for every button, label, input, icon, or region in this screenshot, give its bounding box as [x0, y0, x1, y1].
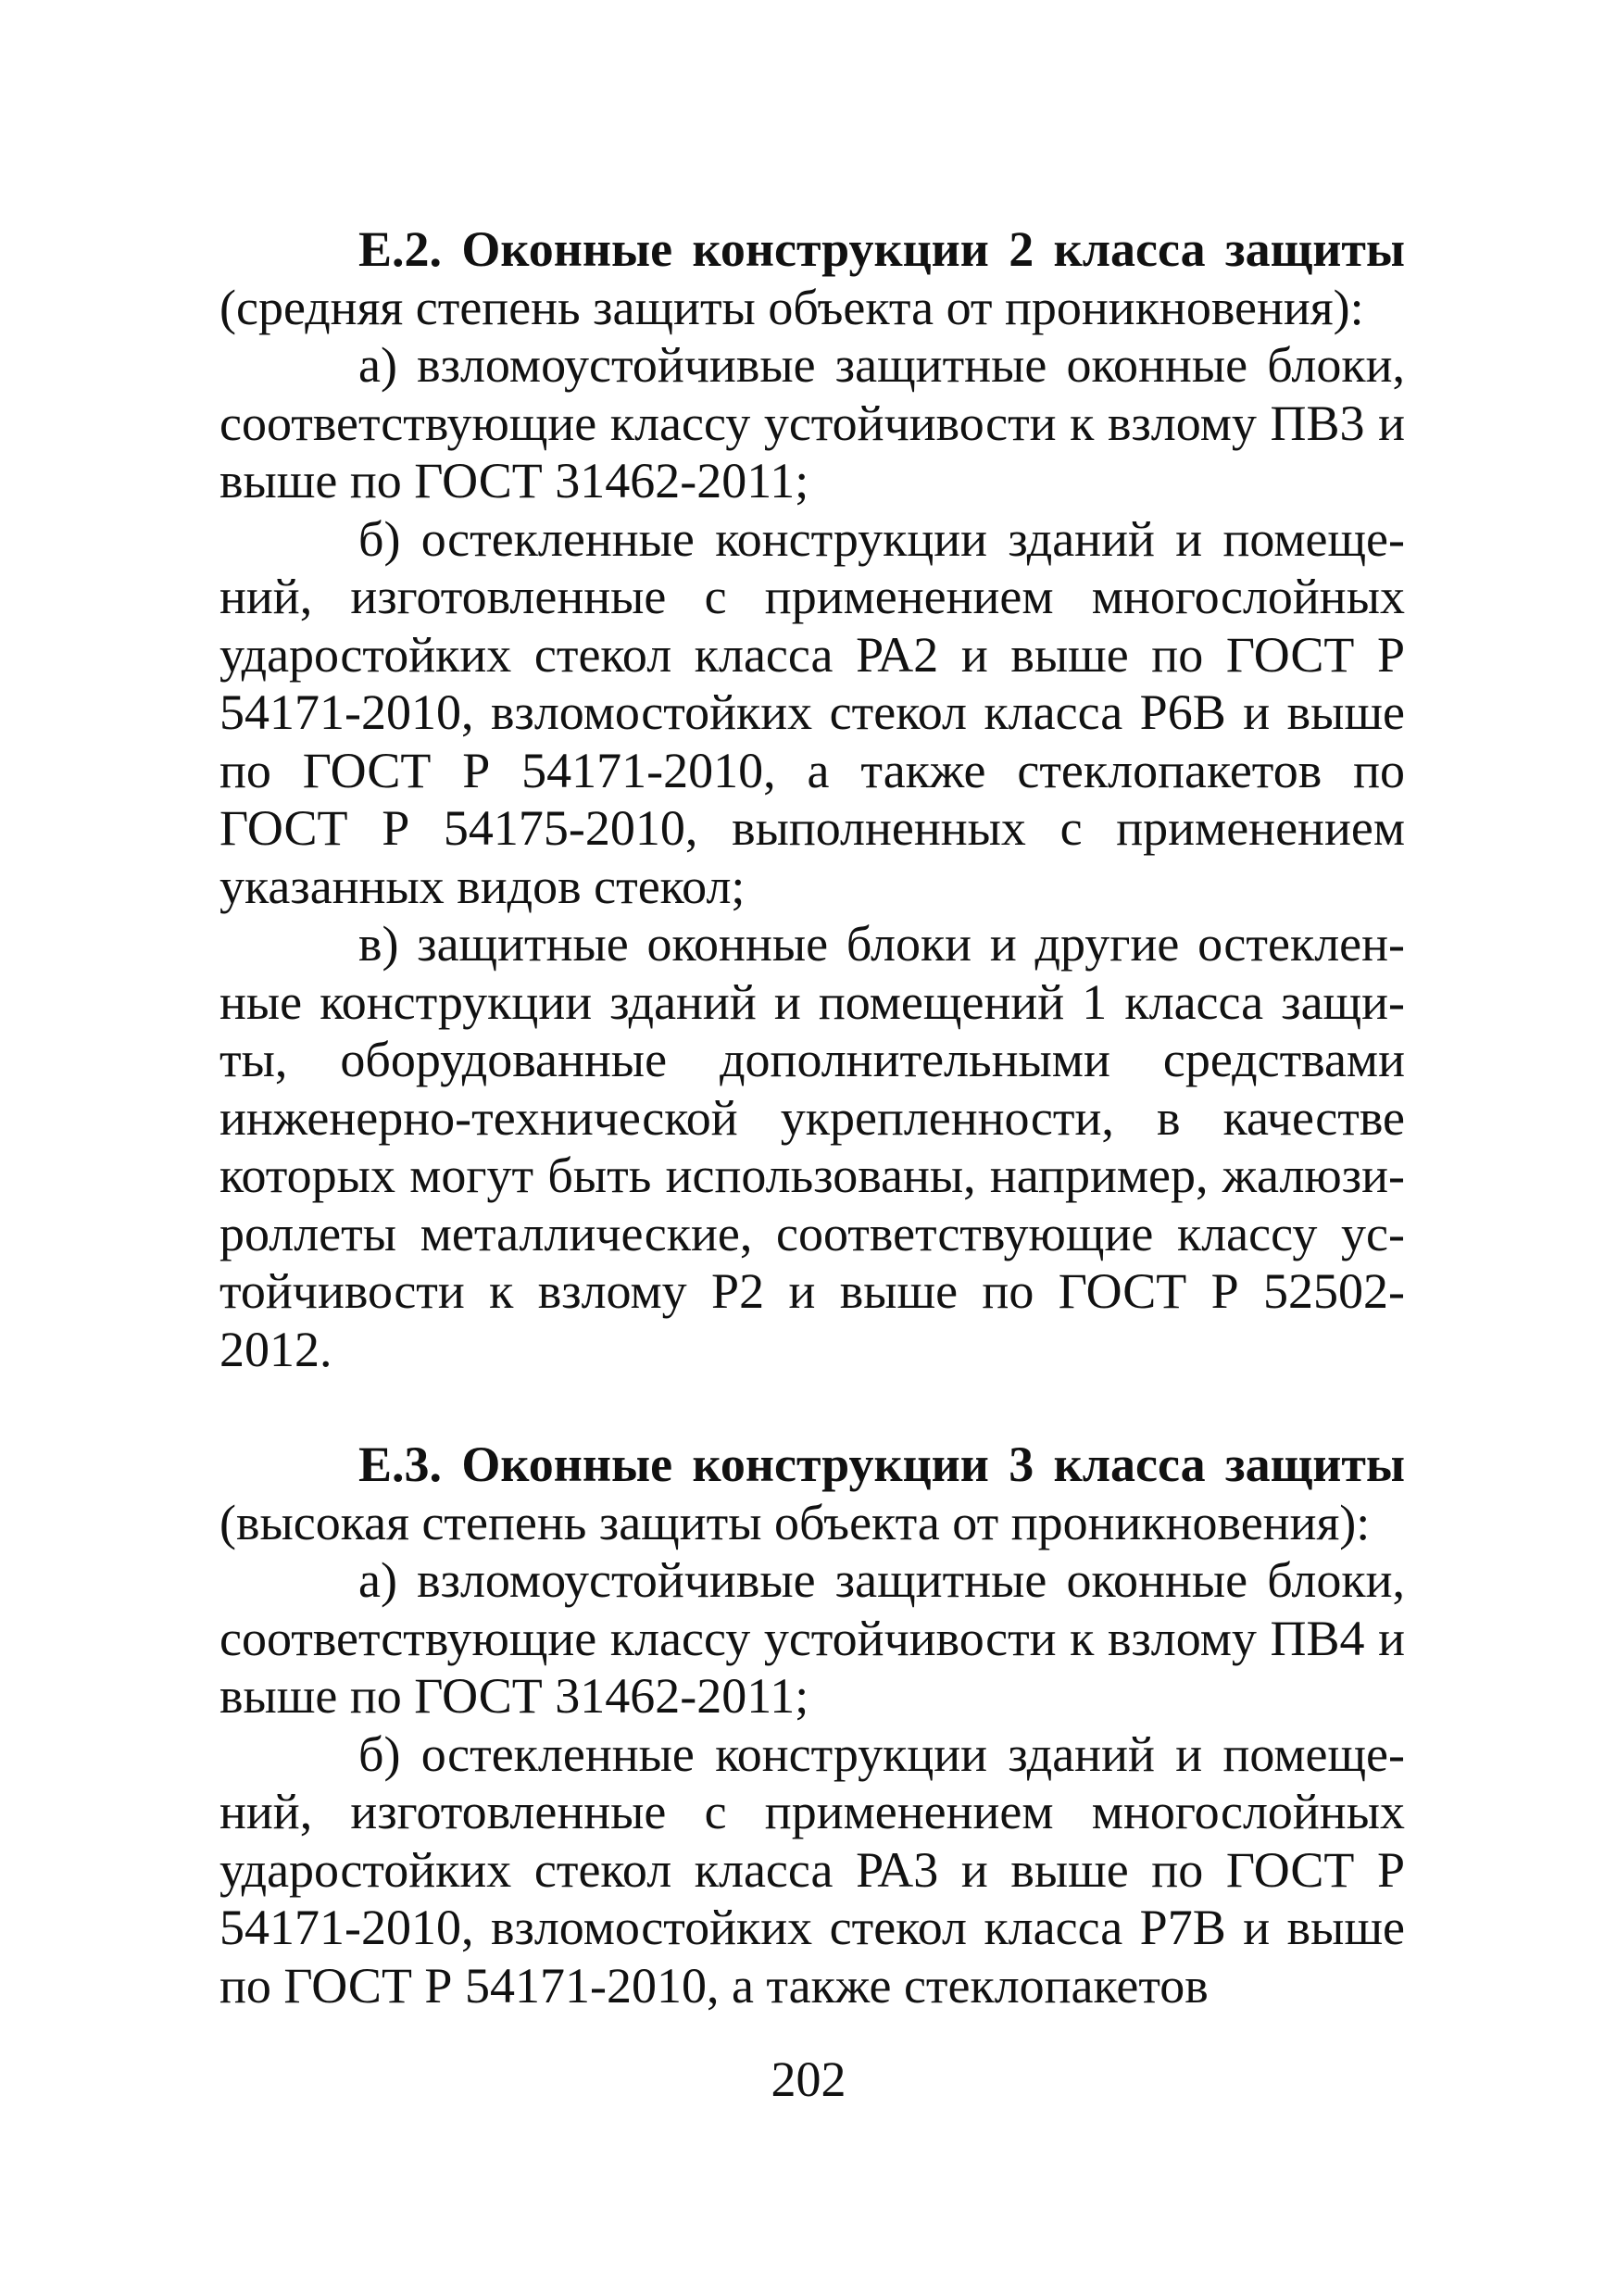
- page-number: 202: [771, 2051, 846, 2107]
- list-item-b: б) остекленные конструкции зданий и помеще-ний, изготовленные с применением многослойных ударостойких стекол класса РА3 и выше по ГОСТ Р 54171-2010, взломостойких стекол класса Р7В и выше по ГОСТ Р 54171-2010, а также стеклопакетов: [219, 1725, 1405, 2014]
- section-e3: [219, 1436, 1405, 2014]
- list-item-a: а) взломоустойчивые защитные оконные блоки, соответствующие классу устойчивости к взлому ПВ3 и выше по ГОСТ 31462-2011;: [219, 337, 1405, 508]
- section-title: Оконные конструкции 2 класса защиты: [461, 221, 1406, 277]
- section-number: Е.2.: [358, 221, 443, 277]
- section-subtitle: (средняя степень защиты объекта от проникновения):: [219, 279, 1364, 335]
- list-item-c: в) защитные оконные блоки и другие остеклен-ные конструкции зданий и помещений 1 класса защи-ты, оборудованные дополнительными средствами инженерно-технической укрепленности, в качестве которых могут быть использованы, например, жалюзи-роллеты металлические, соответствующие классу ус-тойчивости к взлому Р2 и выше по ГОСТ Р 52502-2012.: [219, 916, 1405, 1377]
- section-heading: [219, 220, 1405, 336]
- page-content: [219, 220, 1405, 2014]
- list-item-a: а) взломоустойчивые защитные оконные блоки, соответствующие классу устойчивости к взлому ПВ4 и выше по ГОСТ 31462-2011;: [219, 1552, 1405, 1724]
- section-heading: [219, 1436, 1405, 1551]
- list-item-b: б) остекленные конструкции зданий и помеще-ний, изготовленные с применением многослойных ударостойких стекол класса РА2 и выше по ГОСТ Р 54171-2010, взломостойких стекол класса Р6В и выше по ГОСТ Р 54171-2010, а также стеклопакетов по ГОСТ Р 54175-2010, выполненных с применением указанных видов стекол;: [219, 510, 1405, 914]
- section-title: Оконные конструкции 3 класса защиты: [461, 1437, 1406, 1492]
- section-subtitle: (высокая степень защиты объекта от проникновения):: [219, 1494, 1371, 1550]
- section-number: Е.3.: [358, 1437, 443, 1492]
- section-e2: [219, 220, 1405, 1378]
